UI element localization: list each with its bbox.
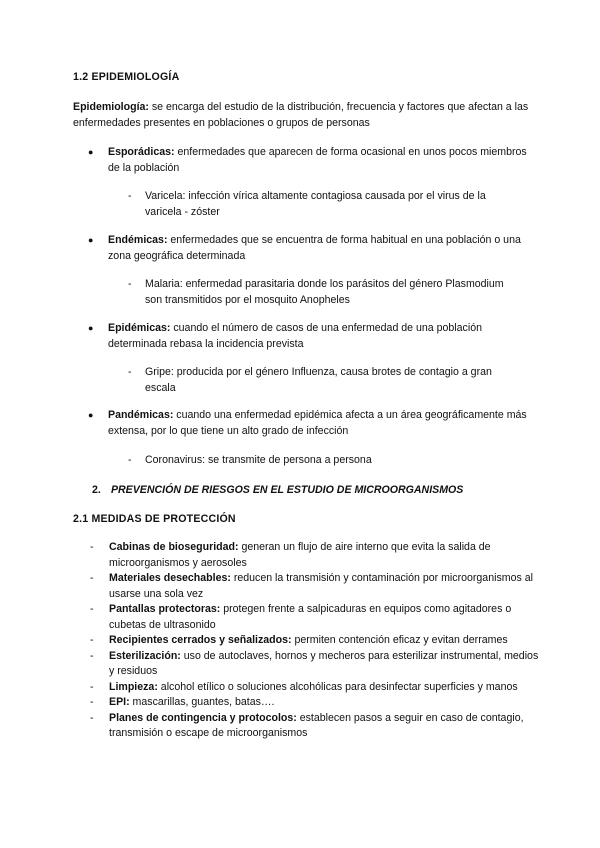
measure-term: Materiales desechables: — [109, 572, 231, 584]
bullet-text: enfermedades que aparecen de forma ocasional en unos pocos miembros de la población — [108, 146, 527, 174]
dash-icon: - — [128, 190, 132, 202]
measure-text: alcohol etílico o soluciones alcohólicas para desinfectar superficies y manos — [157, 680, 518, 693]
bullet-term: Pandémicas: — [108, 409, 174, 421]
dash-icon: - — [90, 696, 94, 708]
measure-term: Esterilización: — [109, 649, 181, 662]
bullet-term: Esporádicas: — [108, 146, 175, 158]
measure-term: Recipientes cerrados y señalizados: — [109, 634, 292, 646]
measure-text: establecen pasos a seguir en caso de contagio, transmisión o escape de microorganismos — [109, 711, 524, 739]
measure-term: EPI: — [109, 696, 130, 708]
measure-text: reducen la transmisión y contaminación por microorganismos al usarse una sola vez — [109, 572, 533, 600]
list-item — [90, 680, 539, 696]
section-number: 2. — [92, 484, 101, 496]
measure-term: Pantallas protectoras: — [109, 603, 221, 615]
bullet-term: Epidémicas: — [108, 322, 171, 334]
measure-text: mascarillas, guantes, batas…. — [129, 696, 275, 708]
bullet-dot-icon: ● — [88, 147, 94, 157]
dash-icon: - — [128, 366, 132, 378]
measures-list — [90, 540, 550, 742]
measure-text: generan un flujo de aire interno que evita la salida de microorganismos y aerosoles — [109, 541, 491, 569]
measure-text: uso de autoclaves, hornos y mecheros para esterilizar instrumental, medios y residuos — [109, 649, 539, 677]
definition-text: se encarga del estudio de la distribución, frecuencia y factores que afectan a las enfermedades presentes en poblaciones o grupos de personas — [73, 101, 529, 129]
bullet-dot-icon: ● — [88, 410, 94, 420]
section-title: PREVENCIÓN DE RIESGOS EN EL ESTUDIO DE MICROORGANISMOS — [110, 484, 464, 496]
measure-term: Planes de contingencia y protocolos: — [109, 711, 297, 724]
example-varicela — [128, 189, 528, 220]
bullet-text: cuando el número de casos de una enfermedad de una población determinada rebasa la incidencia prevista — [108, 322, 482, 350]
definition-paragraph — [73, 100, 533, 131]
bullet-epidemicas — [88, 321, 548, 352]
bullet-endemicas — [88, 233, 548, 264]
dash-icon: - — [90, 680, 94, 693]
example-coronavirus — [128, 453, 528, 469]
example-gripe — [128, 365, 528, 396]
dash-icon: - — [90, 572, 94, 584]
dash-icon: - — [90, 634, 94, 646]
example-text: Malaria: enfermedad parasitaria donde los parásitos del género Plasmodium son transmitidos por el mosquito Anopheles — [145, 278, 504, 306]
measure-text: permiten contención eficaz y evitan derrames — [291, 634, 508, 646]
list-item — [90, 649, 539, 680]
heading-medidas: 2.1 MEDIDAS DE PROTECCIÓN — [73, 513, 236, 525]
example-text: Varicela: infección vírica altamente contagiosa causada por el virus de la varicela - zóster — [145, 190, 486, 218]
dash-icon: - — [90, 603, 94, 615]
definition-term: Epidemiología: — [73, 101, 149, 113]
dash-icon: - — [128, 454, 132, 466]
list-item — [90, 602, 539, 633]
bullet-term: Endémicas: — [108, 234, 168, 246]
dash-icon: - — [90, 541, 94, 553]
bullet-esporadicas — [88, 145, 548, 176]
dash-icon: - — [90, 649, 94, 662]
list-item — [90, 571, 539, 602]
list-item — [90, 633, 539, 649]
measure-term: Cabinas de bioseguridad: — [109, 541, 239, 553]
example-text: Gripe: producida por el género Influenza, causa brotes de contagio a gran escala — [145, 366, 492, 394]
heading-prevencion — [92, 483, 463, 499]
bullet-dot-icon: ● — [88, 235, 94, 245]
dash-icon: - — [90, 711, 94, 724]
bullet-text: enfermedades que se encuentra de forma habitual en una población o una zona geográfica determinada — [108, 234, 521, 262]
bullet-dot-icon: ● — [88, 323, 94, 333]
example-malaria — [128, 277, 528, 308]
heading-epidemiologia: 1.2 EPIDEMIOLOGÍA — [73, 71, 180, 83]
list-item — [90, 711, 539, 742]
list-item — [90, 695, 539, 711]
measure-text: protegen frente a salpicaduras en equipos como agitadores o cubetas de ultrasonido — [109, 603, 512, 631]
bullet-text: cuando una enfermedad epidémica afecta a un área geográficamente más extensa, por lo que tiene un alto grado de infección — [108, 409, 527, 437]
list-item — [90, 540, 539, 571]
dash-icon: - — [128, 278, 132, 290]
bullet-pandemicas — [88, 408, 548, 439]
example-text: Coronavirus: se transmite de persona a persona — [145, 454, 372, 466]
measure-term: Limpieza: — [109, 680, 158, 693]
